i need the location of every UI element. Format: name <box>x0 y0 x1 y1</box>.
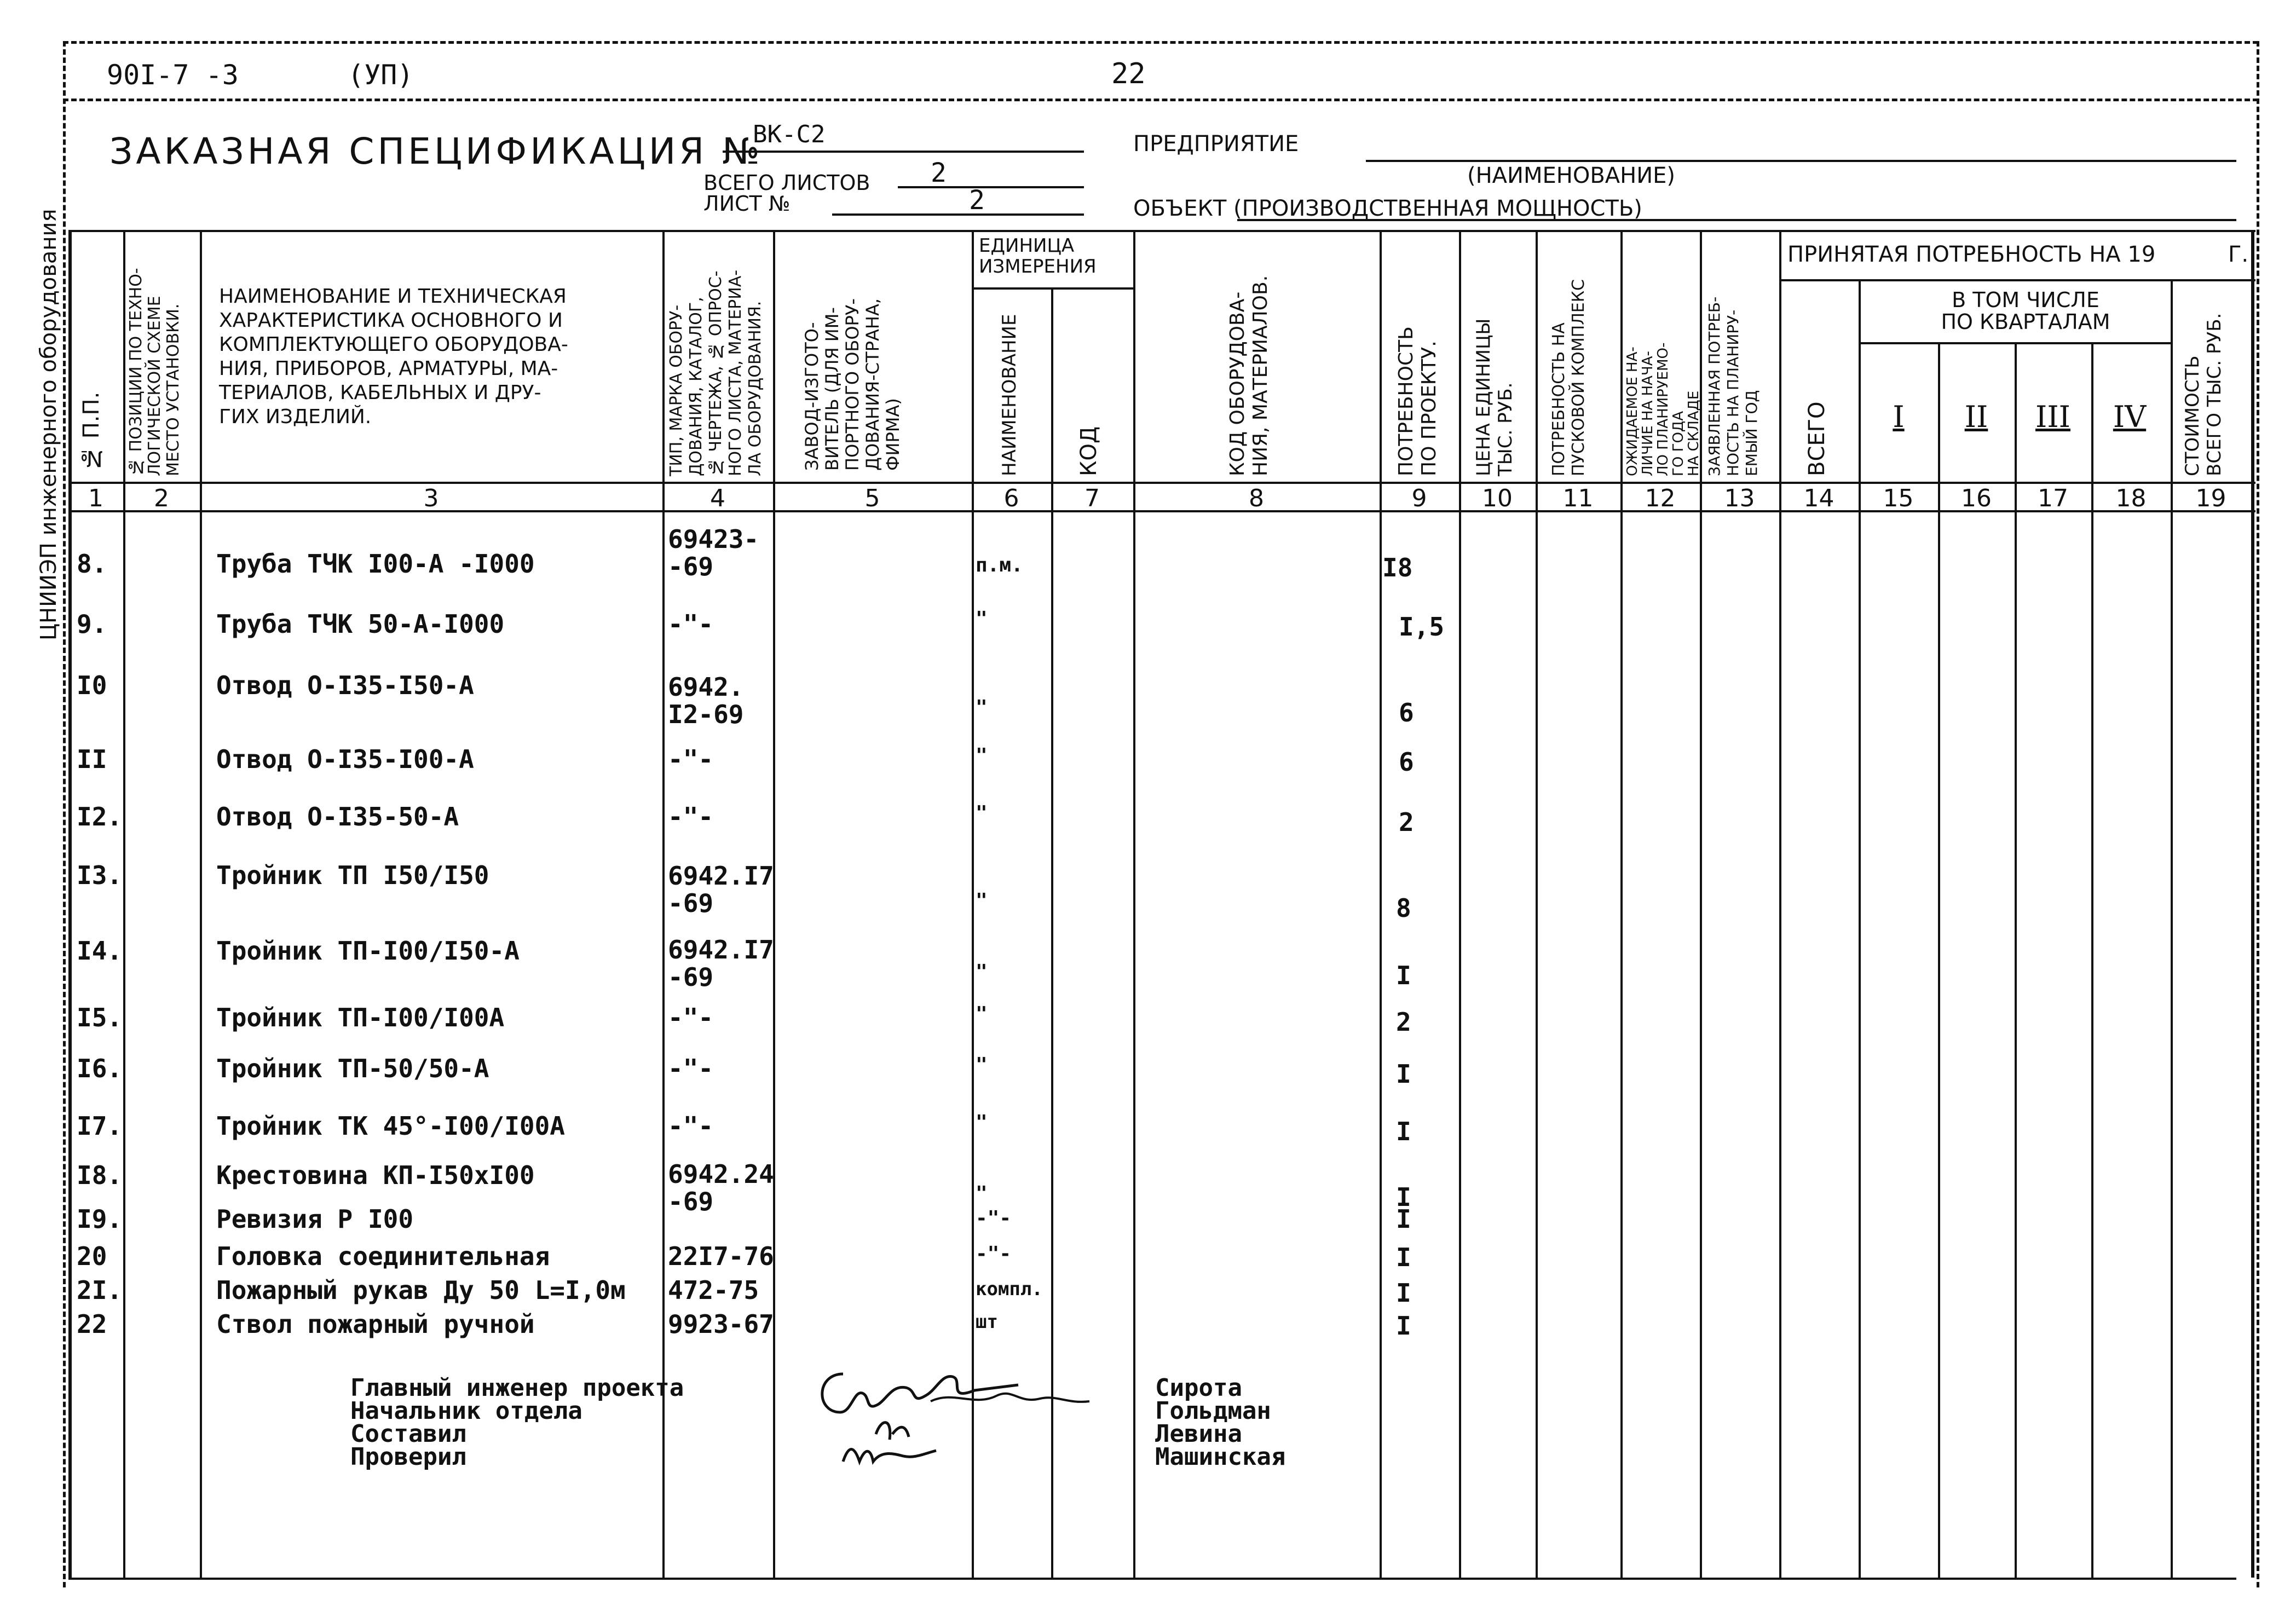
colnum-4: 4 <box>710 484 725 512</box>
row-unit: " <box>976 1003 988 1025</box>
row-name: Тройник ТП-50/50-А <box>216 1054 489 1083</box>
row-number: I4. <box>77 936 123 966</box>
row-qty: I <box>1396 1059 1411 1089</box>
sign-role-composed: Составил <box>350 1420 466 1448</box>
row-unit: " <box>976 1182 988 1205</box>
colnum-3: 3 <box>423 484 439 512</box>
row-number: I0 <box>77 671 107 700</box>
header-q4: IV <box>2113 400 2147 434</box>
header-q3: III <box>2035 400 2070 434</box>
row-number: 2I. <box>77 1275 123 1305</box>
row-type: 6942.I7 -69 <box>668 861 774 918</box>
header-c6: НАИМЕНОВАНИЕ <box>999 314 1020 476</box>
row-name: Ствол пожарный ручной <box>216 1309 535 1339</box>
sign-role-chief: Главный инженер проекта <box>350 1374 684 1402</box>
object-label: ОБЪЕКТ (ПРОИЗВОДСТВЕННАЯ МОЩНОСТЬ) <box>1133 196 1642 221</box>
row-name: Труба ТЧК I00-А -I000 <box>216 549 535 579</box>
row-number: I9. <box>77 1204 123 1234</box>
row-qty: I,5 <box>1399 612 1445 642</box>
name-caption: (НАИМЕНОВАНИЕ) <box>1467 163 1675 188</box>
sheet-no-label: ЛИСТ № <box>703 192 791 216</box>
handwritten-signatures <box>810 1352 1117 1483</box>
side-stamp: ЦНИИЭП инженерного оборудования <box>36 209 61 640</box>
row-unit: " <box>976 744 988 767</box>
row-type: -"- <box>668 1111 714 1141</box>
row-number: 9. <box>77 609 107 639</box>
row-unit: -"- <box>976 1243 1012 1265</box>
header-unit-group: ЕДИНИЦА ИЗМЕРЕНИЯ <box>979 235 1097 278</box>
sign-name-2: Гольдман <box>1155 1397 1271 1425</box>
colnum-11: 11 <box>1562 484 1594 512</box>
row-unit: " <box>976 802 988 824</box>
colnum-15: 15 <box>1883 484 1914 512</box>
header-c3: НАИМЕНОВАНИЕ И ТЕХНИЧЕСКАЯ ХАРАКТЕРИСТИКА ОСНОВНОГО И КОМПЛЕКТУЮЩЕГО ОБОРУДОВА- НИЯ, ПРИБОРОВ, АРМАТУРЫ, МА- ТЕРИАЛОВ, КАБЕЛЬНЫХ И ДРУ- ГИХ ИЗДЕЛИЙ. <box>219 285 568 428</box>
row-name: Отвод О-I35-I50-А <box>216 671 474 700</box>
page-number: 22 <box>1111 57 1146 90</box>
row-qty: I <box>1396 1243 1411 1272</box>
row-type: -"- <box>668 1054 714 1083</box>
colnum-13: 13 <box>1724 484 1755 512</box>
sign-role-checked: Проверил <box>350 1443 466 1471</box>
row-qty: I <box>1396 1278 1411 1308</box>
colnum-10: 10 <box>1482 484 1513 512</box>
row-type: 6942. I2-69 <box>668 672 744 729</box>
row-qty: 6 <box>1399 747 1414 777</box>
row-type: 69423- -69 <box>668 524 759 581</box>
row-qty: I <box>1396 1204 1411 1234</box>
row-name: Пожарный рукав Ду 50 L=I,0м <box>216 1275 626 1305</box>
row-number: I3. <box>77 861 123 890</box>
header-accepted-g: Г. <box>2228 242 2249 267</box>
header-c2: № ПОЗИЦИИ ПО ТЕХНО- ЛОГИЧЕСКОЙ СХЕМЕ МЕСТО УСТАНОВКИ. <box>126 268 183 476</box>
row-number: I2. <box>77 802 123 831</box>
row-type: 6942.I7 -69 <box>668 935 774 992</box>
colnum-16: 16 <box>1961 484 1992 512</box>
header-c8: КОД ОБОРУДОВА- НИЯ, МАТЕРИАЛОВ. <box>1226 275 1272 476</box>
colnum-6: 6 <box>1003 484 1019 512</box>
row-type: 472-75 <box>668 1275 759 1305</box>
row-qty: 2 <box>1396 1007 1411 1037</box>
colnum-8: 8 <box>1249 484 1264 512</box>
header-c14: ВСЕГО <box>1804 401 1830 476</box>
row-name: Отвод О-I35-I00-А <box>216 744 474 774</box>
row-type: -"- <box>668 802 714 831</box>
row-unit: -"- <box>976 1207 1012 1229</box>
row-type: -"- <box>668 609 714 639</box>
header-c1: № П.П. <box>79 391 104 471</box>
sheets-total: 2 <box>931 158 947 188</box>
row-number: II <box>77 744 107 774</box>
sheets-total-label: ВСЕГО ЛИСТОВ <box>703 171 870 195</box>
row-name: Тройник ТП I50/I50 <box>216 861 489 890</box>
row-unit: " <box>976 1111 988 1134</box>
row-unit: п.м. <box>976 554 1023 576</box>
row-number: 8. <box>77 549 107 579</box>
row-name: Головка соединительная <box>216 1241 550 1271</box>
colnum-17: 17 <box>2038 484 2068 512</box>
header-accepted <box>1787 242 2155 267</box>
row-unit: " <box>976 696 988 719</box>
row-qty: 2 <box>1399 807 1414 837</box>
row-number: 20 <box>77 1241 107 1271</box>
enterprise-label: ПРЕДПРИЯТИЕ <box>1133 131 1299 157</box>
header-c11: ПОТРЕБНОСТЬ НА ПУСКОВОЙ КОМПЛЕКС <box>1549 279 1588 476</box>
row-name: Тройник ТК 45°-I00/I00А <box>216 1111 565 1141</box>
row-name: Ревизия Р I00 <box>216 1204 414 1234</box>
row-qty: I <box>1396 1117 1411 1146</box>
row-type: 22I7-76 <box>668 1241 774 1271</box>
row-qty: 6 <box>1399 698 1414 727</box>
row-name: Крестовина КП-I50хI00 <box>216 1160 535 1190</box>
header-c5: ЗАВОД-ИЗГОТО- ВИТЕЛЬ (ДЛЯ ИМ- ПОРТНОГО ОБОРУ- ДОВАНИЯ-СТРАНА, ФИРМА) <box>801 298 903 471</box>
sign-name-3: Левина <box>1155 1420 1242 1448</box>
row-type: -"- <box>668 744 714 774</box>
colnum-19: 19 <box>2195 484 2226 512</box>
row-qty: I8 <box>1382 553 1413 582</box>
colnum-9: 9 <box>1411 484 1427 512</box>
header-q1: I <box>1893 400 1905 434</box>
row-name: Тройник ТП-I00/I00А <box>216 1003 505 1032</box>
header-c19: СТОИМОСТЬ ВСЕГО ТЫС. РУБ. <box>2182 313 2225 476</box>
row-qty: I <box>1396 1182 1411 1212</box>
doc-code: 90I-7 -3 <box>107 59 239 91</box>
sheet-no: 2 <box>969 185 985 216</box>
colnum-7: 7 <box>1084 484 1100 512</box>
colnum-12: 12 <box>1645 484 1676 512</box>
row-number: I6. <box>77 1054 123 1083</box>
row-unit: " <box>976 890 988 912</box>
row-number: 22 <box>77 1309 107 1339</box>
row-unit: " <box>976 961 988 983</box>
header-c12: ОЖИДАЕМОЕ НА- ЛИЧИЕ НА НАЧА- ЛО ПЛАНИРУЕМО- ГО ГОДА НА СКЛАДЕ <box>1624 342 1702 476</box>
header-q2: II <box>1964 400 1988 434</box>
row-type: 9923-67 <box>668 1309 774 1339</box>
colnum-5: 5 <box>864 484 880 512</box>
row-number: I7. <box>77 1111 123 1141</box>
row-number: I8. <box>77 1160 123 1190</box>
row-name: Труба ТЧК 50-А-I000 <box>216 609 505 639</box>
header-c10: ЦЕНА ЕДИНИЦЫ ТЫС. РУБ. <box>1473 318 1516 476</box>
colnum-1: 1 <box>88 484 103 512</box>
colnum-14: 14 <box>1803 484 1835 512</box>
row-name: Тройник ТП-I00/I50-А <box>216 936 520 966</box>
row-unit: компл. <box>976 1278 1043 1300</box>
album-code: (УП) <box>348 59 414 91</box>
colnum-2: 2 <box>154 484 169 512</box>
header-c4: ТИП, МАРКА ОБОРУ- ДОВАНИЯ, КАТАЛОГ, № ЧЕРТЕЖА, № ОПРОС- НОГО ЛИСТА, МАТЕРИА- ЛА ОБОРУДОВАНИЯ. <box>667 269 765 476</box>
row-name: Отвод О-I35-50-А <box>216 802 459 831</box>
spec-title: ЗАКАЗНАЯ СПЕЦИФИКАЦИЯ № <box>109 130 763 172</box>
header-c9: ПОТРЕБНОСТЬ ПО ПРОЕКТУ. <box>1395 326 1440 476</box>
colnum-18: 18 <box>2115 484 2147 512</box>
sign-role-head: Начальник отдела <box>350 1397 582 1425</box>
sign-name-1: Сирота <box>1155 1374 1242 1402</box>
row-type: -"- <box>668 1003 714 1032</box>
row-qty: I <box>1396 1311 1411 1341</box>
row-qty: I <box>1396 961 1411 990</box>
row-unit: " <box>976 608 988 630</box>
row-unit: шт <box>976 1311 998 1333</box>
row-number: I5. <box>77 1003 123 1032</box>
row-qty: 8 <box>1396 893 1411 923</box>
header-c13: ЗАЯВЛЕННАЯ ПОТРЕБ- НОСТЬ НА ПЛАНИРУ- ЕМЫЙ ГОД <box>1705 296 1761 476</box>
spec-number: ВК-С2 <box>753 120 826 148</box>
header-accepted-label: ПРИНЯТАЯ ПОТРЕБНОСТЬ НА 19 <box>1787 242 2156 267</box>
row-unit: " <box>976 1054 988 1076</box>
sign-name-4: Машинская <box>1155 1443 1286 1471</box>
header-quarters-group: В ТОМ ЧИСЛЕ ПО КВАРТАЛАМ <box>1941 288 2110 334</box>
header-c7: КОД <box>1076 426 1101 476</box>
row-type: 6942.24 -69 <box>668 1159 774 1216</box>
